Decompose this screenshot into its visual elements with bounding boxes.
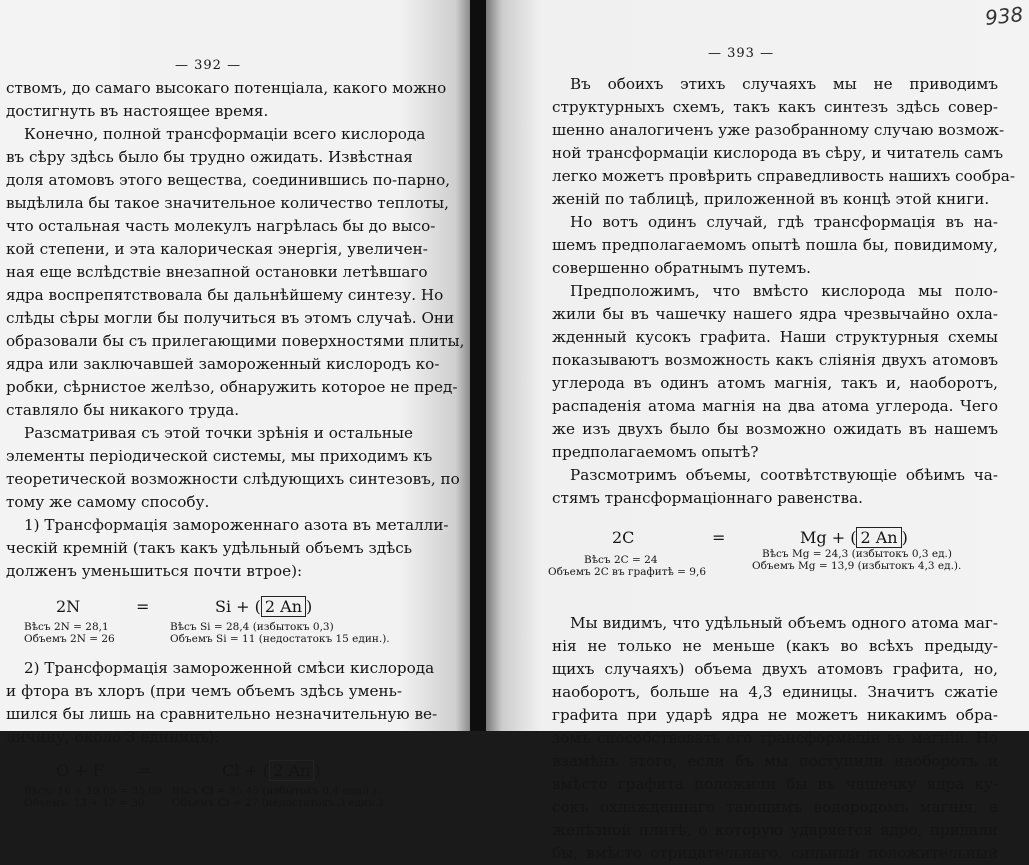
text-line: сокъ охлажденнаго тающимъ водородомъ магнія, а <box>552 798 998 816</box>
formula-rhs-volume: Объемъ Mg = 13,9 (избытокъ 4,3 ед.). <box>752 560 962 572</box>
text-line: щихъ случаяхъ) объема двухъ атомовъ графита, но, <box>552 660 998 678</box>
formula-lhs: O + F <box>56 761 104 780</box>
text-line: 2) Трансформація замороженной смѣси кислорода <box>24 659 435 677</box>
text-line: бы, вмѣсто отрицательнаго, сильный положительный <box>552 844 998 862</box>
text-line: же изъ двухъ было бы возможно ожидать въ нашемъ <box>552 420 998 438</box>
text-line: робки, сѣрнистое желѣзо, обнаружить которое не пред- <box>6 378 458 396</box>
text-line: шился бы лишь на сравнительно незначительную ве- <box>6 705 438 723</box>
left-page-text <box>6 77 465 823</box>
text-line: Предположимъ, что вмѣсто кислорода мы поло- <box>570 282 998 300</box>
text-line: жили бы въ чашечку нашего ядра чрезвычайно охла- <box>552 305 998 323</box>
formula-rhs-weight: Вѣсъ Cl = 35,45 (избытокъ 0,4 един.). <box>172 785 380 797</box>
formula-nitrogen-silicon <box>6 587 402 649</box>
formula-rhs-weight: Вѣсъ Mg = 24,3 (избытокъ 0,3 ед.) <box>762 548 952 560</box>
text-line: Разсматривая съ этой точки зрѣнія и остальные <box>24 424 413 442</box>
text-line: элементы періодической системы, мы приходимъ къ <box>6 447 433 465</box>
formula-rhs: Mg + ( 2 An ) <box>800 528 908 547</box>
book-gutter <box>470 0 486 731</box>
text-line: теоретической возможности слѣдующихъ синтезовъ, по <box>6 470 460 488</box>
formula-lhs-weight: Вѣсъ: 16 + 19,05 = 35,05 <box>24 785 162 797</box>
boxed-term: 2 An <box>856 527 901 548</box>
text-line: тому же самому способу. <box>6 493 210 511</box>
handwritten-page-stamp: 938 <box>983 2 1025 30</box>
text-line: нія не только не меньше (какъ во всѣхъ предыду- <box>552 637 998 655</box>
formula-oxygen-fluorine-chlorine <box>6 753 402 815</box>
text-line: жденный кусокъ графита. Наши структурныя схемы <box>552 328 998 346</box>
right-page <box>486 0 1029 862</box>
text-line: шемъ предполагаемомъ опытѣ пошла бы, повидимому, <box>552 236 998 254</box>
spacer <box>552 600 998 612</box>
text-line: ствомъ, до самаго высокаго потенціала, какого можно <box>6 79 447 97</box>
formula-equals: = <box>138 761 152 780</box>
text-line: вмѣсто графита положили бы въ чашечку ядра ку- <box>552 775 998 793</box>
text-line: наоборотъ, больше на 4,3 единицы. Значитъ сжатіе <box>552 683 998 701</box>
text-line: женій по таблицѣ, приложенной въ концѣ этой книги. <box>552 190 990 208</box>
page-number: — 392 — <box>175 58 242 73</box>
left-page <box>0 0 470 809</box>
formula-lhs: 2N <box>56 597 81 616</box>
formula-lhs-volume: Объемъ 2C въ графитѣ = 9,6 <box>548 566 707 578</box>
text-line: взамѣнъ этого, если бъ мы поступили наоборотъ и <box>552 752 998 770</box>
text-line: и фтора въ хлоръ (при чемъ объемъ здѣсь умень- <box>6 682 402 700</box>
text-line: личину, около 3 единицъ): <box>6 728 220 746</box>
text-line: зомъ способствовать его трансформаціи въ магній. Но <box>552 729 998 747</box>
text-line: стямъ трансформаціоннаго равенства. <box>552 489 863 507</box>
formula-rhs: Si + ( 2 An ) <box>215 597 313 616</box>
text-line: желѣзной плитѣ, о которую ударяется ядро, придали <box>552 821 998 839</box>
text-line: ставляло бы никакого труда. <box>6 401 240 419</box>
formula-lhs-volume: Объемъ: 13 + 17 = 30 <box>24 797 145 809</box>
text-line: доля атомовъ этого вещества, соединившись по-парно, <box>6 171 451 189</box>
formula-lhs-weight: Вѣсъ 2C = 24 <box>584 554 658 566</box>
text-line: ческій кремній (такъ какъ удѣльный объемъ здѣсь <box>6 539 413 557</box>
boxed-term: 2 An <box>269 760 314 781</box>
right-page-text <box>548 73 1015 865</box>
text-line: что остальная часть молекулъ нагрѣлась бы до высо- <box>6 217 436 235</box>
text-line: структурныхъ схемъ, такъ какъ синтезъ здѣсь совер- <box>552 98 998 116</box>
text-line: предполагаемомъ опытѣ? <box>552 443 759 461</box>
formula-lhs-volume: Объемъ 2N = 26 <box>24 633 115 645</box>
text-line: кой степени, и эта калорическая энергія, увеличен- <box>6 240 428 258</box>
formula-rhs-volume: Объемъ Si = 11 (недостатокъ 15 един.). <box>170 633 390 645</box>
text-line: Въ обоихъ этихъ случаяхъ мы не приводимъ <box>570 75 998 93</box>
text-line: легко можетъ провѣрить справедливость нашихъ сообра- <box>552 167 1015 185</box>
text-line: совершенно обратнымъ путемъ. <box>552 259 811 277</box>
text-line: шенно аналогиченъ уже разобранному случаю возмож- <box>552 121 1005 139</box>
formula-lhs: 2C <box>612 528 635 547</box>
formula-rhs: Cl + ( 2 An ) <box>222 761 321 780</box>
text-line: долженъ уменьшиться почти втрое): <box>6 562 303 580</box>
text-line: достигнуть въ настоящее время. <box>6 102 269 120</box>
text-line: графита при ударѣ ядра не можетъ никакимъ обра- <box>552 706 998 724</box>
text-line: выдѣлила бы такое значительное количество теплоты, <box>6 194 449 212</box>
formula-rhs-volume: Объемъ Cl = 27 (недостатокъ 3 един.). <box>172 797 386 809</box>
formula-equals: = <box>136 597 150 616</box>
text-line: Разсмотримъ объемы, соотвѣтствующіе обѣимъ ча- <box>570 466 998 484</box>
text-line: Мы видимъ, что удѣльный объемъ одного атома маг- <box>570 614 998 632</box>
formula-carbon-magnesium <box>548 518 998 592</box>
text-line: углерода въ одинъ атомъ магнія, такъ и, наоборотъ, <box>552 374 998 392</box>
text-line: показываютъ возможность какъ слiянія двухъ атомовъ <box>552 351 998 369</box>
page-number: — 393 — <box>708 46 775 61</box>
text-line: распаденія атома магнія на два атома углерода. Чего <box>552 397 998 415</box>
text-line: образовали бы съ прилегающими поверхностями плиты, <box>6 332 465 350</box>
formula-lhs-weight: Вѣсъ 2N = 28,1 <box>24 621 109 633</box>
text-line: ядра воспрепятствовала бы дальнѣйшему синтезу. Но <box>6 286 444 304</box>
text-line: Конечно, полной трансформаціи всего кислорода <box>24 125 426 143</box>
text-line: 1) Трансформація замороженнаго азота въ металли- <box>24 516 449 534</box>
text-line: въ сѣру здѣсь было бы трудно ожидать. Извѣстная <box>6 148 413 166</box>
formula-rhs-weight: Вѣсъ Si = 28,4 (избытокъ 0,3) <box>170 621 334 633</box>
boxed-term: 2 An <box>261 596 306 617</box>
text-line: ная еще вслѣдствіе внезапной остановки летѣвшаго <box>6 263 428 281</box>
text-line: ядра или заключавшей замороженный кислородъ ко- <box>6 355 440 373</box>
text-line: ной трансформаціи кислорода въ сѣру, и читатель самъ <box>552 144 1003 162</box>
text-line: слѣды сѣры могли бы получиться въ этомъ случаѣ. Они <box>6 309 455 327</box>
formula-equals: = <box>712 528 726 547</box>
text-line: Но вотъ одинъ случай, гдѣ трансформація въ на- <box>570 213 998 231</box>
